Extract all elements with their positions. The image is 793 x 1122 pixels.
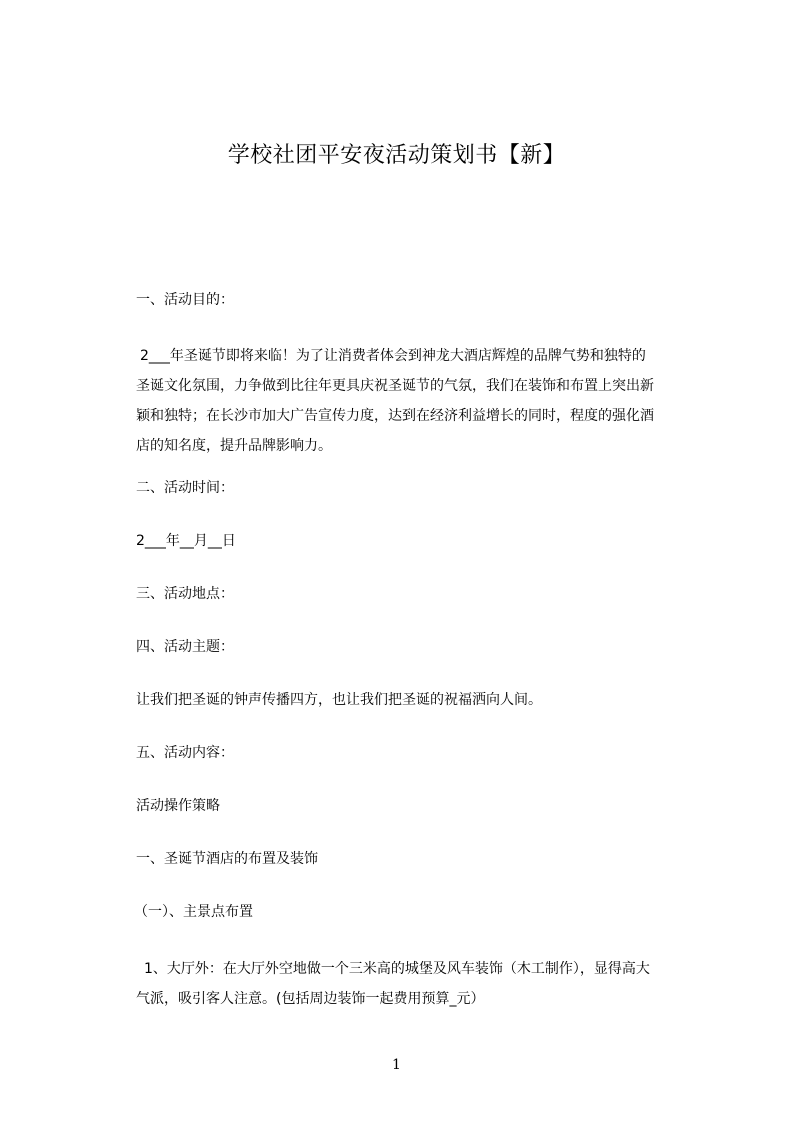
subsection-heading-main-spots: （一）、主景点布置: [134, 904, 253, 920]
item-lobby-exterior: 1、大厅外：在大厅外空地做一个三米高的城堡及风车装饰（木工制作），显得高大气派，吸引客人注意。(包括周边装饰一起费用预算_元）: [136, 961, 650, 1007]
strategy-heading: 活动操作策略: [136, 798, 220, 814]
page-number: 1: [392, 1057, 401, 1073]
section-heading-purpose: 一、活动目的：: [136, 292, 234, 308]
paragraph-purpose: 2___年圣诞节即将来临！为了让消费者体会到神龙大酒店辉煌的品牌气势和独特的圣诞文化氛围，力争做到比往年更具庆祝圣诞节的气氛，我们在装饰和布置上突出新颖和独特；在长沙市加大广告宣传力度，达到在经济利益增长的同时，程度的强化酒店的知名度，提升品牌影响力。: [136, 348, 654, 454]
theme-text: 让我们把圣诞的钟声传播四方，也让我们把圣诞的祝福洒向人间。: [136, 692, 542, 708]
subsection-heading-decoration: 一、圣诞节酒店的布置及装饰: [136, 851, 318, 867]
section-heading-time: 二、活动时间：: [136, 480, 234, 496]
event-date-text: 2___年__月__日: [136, 533, 236, 549]
section-heading-theme: 四、活动主题：: [136, 639, 234, 655]
section-heading-location: 三、活动地点：: [136, 586, 234, 602]
section-heading-content: 五、活动内容：: [136, 745, 234, 761]
document-title: 学校社团平安夜活动策划书【新】: [227, 143, 566, 168]
